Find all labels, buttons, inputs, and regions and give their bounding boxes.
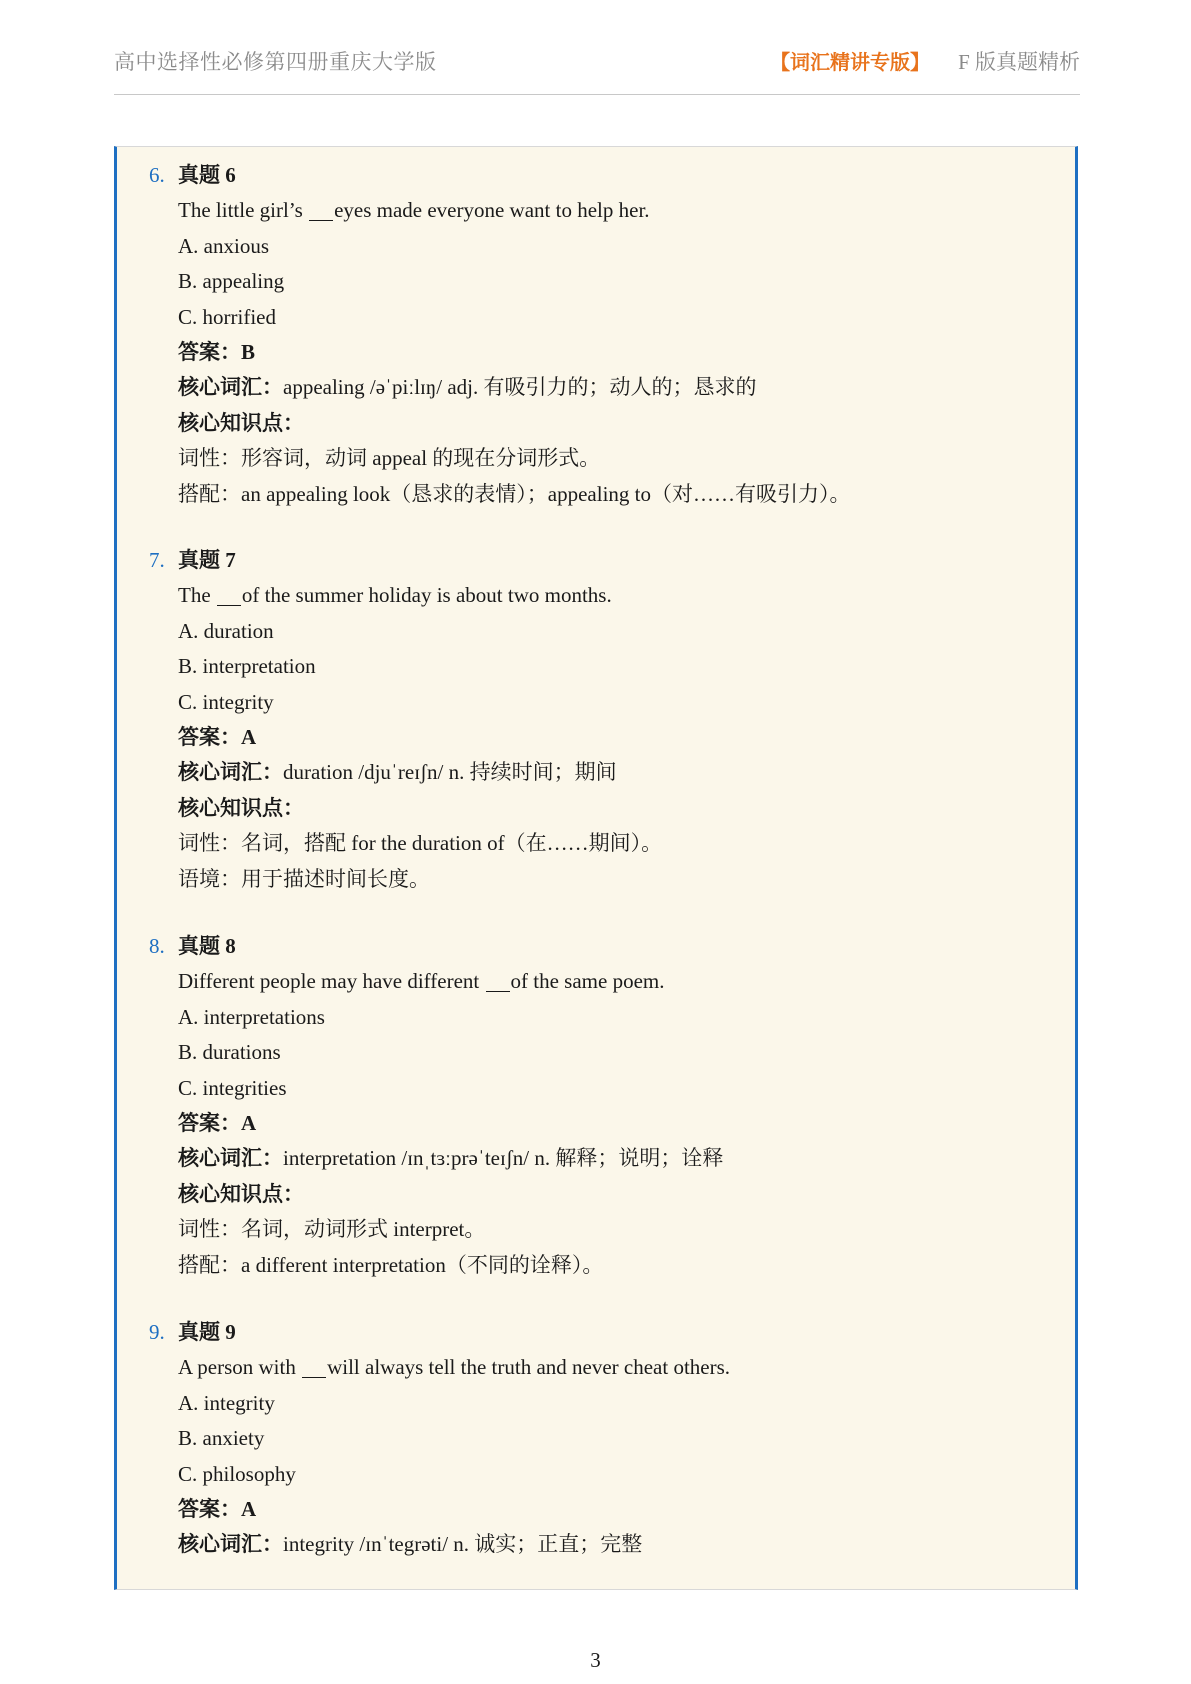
section-subtitle: F 版真题精析	[958, 50, 1080, 74]
knowledge-heading: 核心知识点：	[178, 410, 304, 435]
answer-line: 答案：B	[178, 339, 256, 364]
answer-blank	[302, 1357, 326, 1378]
core-vocab: 核心词汇：duration /djuˈreɪʃn/ n. 持续时间；期间	[178, 760, 617, 785]
knowledge-heading: 核心知识点：	[178, 1181, 304, 1206]
question-stem: Different people may have different of the same poem.	[178, 969, 665, 994]
answer-line: 答案：A	[178, 1496, 257, 1521]
question-title: 真题 7	[178, 548, 236, 572]
header-right	[770, 46, 1080, 76]
edition-badge: 【词汇精讲专版】	[770, 50, 931, 74]
question-8	[149, 929, 1049, 1283]
answer-line: 答案：A	[178, 724, 257, 749]
option-c: C. integrity	[178, 689, 274, 714]
option-a: A. interpretations	[178, 1004, 325, 1029]
option-c: C. philosophy	[178, 1461, 296, 1486]
core-vocab: 核心词汇：interpretation /ɪnˌtɜːprəˈteɪʃn/ n. 解释；说明；诠释	[178, 1146, 724, 1171]
option-c: C. horrified	[178, 304, 276, 329]
question-number: 6.	[149, 163, 165, 187]
option-b: B. durations	[178, 1040, 281, 1065]
option-a: A. anxious	[178, 233, 269, 258]
answer-blank	[217, 585, 241, 606]
question-stem: The little girl’s eyes made everyone want to help her.	[178, 198, 650, 223]
answer-blank	[309, 200, 333, 221]
header-divider	[114, 94, 1080, 95]
answer-blank	[486, 971, 510, 992]
question-heading	[149, 158, 1049, 193]
page-number: 3	[590, 1648, 601, 1672]
question-number: 7.	[149, 548, 165, 572]
question-7	[149, 543, 1049, 897]
knowledge-heading: 核心知识点：	[178, 795, 304, 820]
book-title: 高中选择性必修第四册重庆大学版	[114, 50, 437, 74]
question-6	[149, 158, 1049, 512]
option-b: B. interpretation	[178, 654, 316, 679]
question-title: 真题 6	[178, 163, 236, 187]
option-a: A. duration	[178, 618, 274, 643]
question-stem: The of the summer holiday is about two months.	[178, 583, 612, 608]
core-vocab: 核心词汇：appealing /əˈpiːlɪŋ/ adj. 有吸引力的；动人的；恳求的	[178, 375, 757, 400]
answer-value: A	[241, 724, 257, 749]
question-number: 9.	[149, 1320, 165, 1344]
question-heading	[149, 543, 1049, 578]
question-title: 真题 9	[178, 1320, 236, 1344]
knowledge-point: 词性：形容词，动词 appeal 的现在分词形式。	[178, 446, 601, 471]
question-title: 真题 8	[178, 934, 236, 958]
question-9	[149, 1315, 1049, 1563]
option-a: A. integrity	[178, 1390, 275, 1415]
knowledge-point: 词性：名词，动词形式 interpret。	[178, 1217, 486, 1242]
option-c: C. integrities	[178, 1075, 287, 1100]
answer-line: 答案：A	[178, 1110, 257, 1135]
question-heading	[149, 929, 1049, 964]
knowledge-point: 搭配：a different interpretation（不同的诠释）。	[178, 1252, 604, 1277]
question-heading	[149, 1315, 1049, 1350]
option-b: B. appealing	[178, 269, 285, 294]
answer-value: A	[241, 1110, 257, 1135]
knowledge-point: 语境：用于描述时间长度。	[178, 866, 430, 891]
page-header	[114, 46, 1080, 76]
answer-value: B	[241, 339, 256, 364]
questions-panel	[114, 146, 1078, 1590]
question-number: 8.	[149, 934, 165, 958]
question-stem: A person with will always tell the truth and never cheat others.	[178, 1355, 731, 1380]
knowledge-point: 词性：名词，搭配 for the duration of（在……期间）。	[178, 831, 663, 856]
option-b: B. anxiety	[178, 1426, 265, 1451]
knowledge-point: 搭配：an appealing look（恳求的表情）；appealing to（对……有吸引力）。	[178, 481, 851, 506]
core-vocab: 核心词汇：integrity /ɪnˈtegrəti/ n. 诚实；正直；完整	[178, 1532, 643, 1557]
answer-value: A	[241, 1496, 257, 1521]
